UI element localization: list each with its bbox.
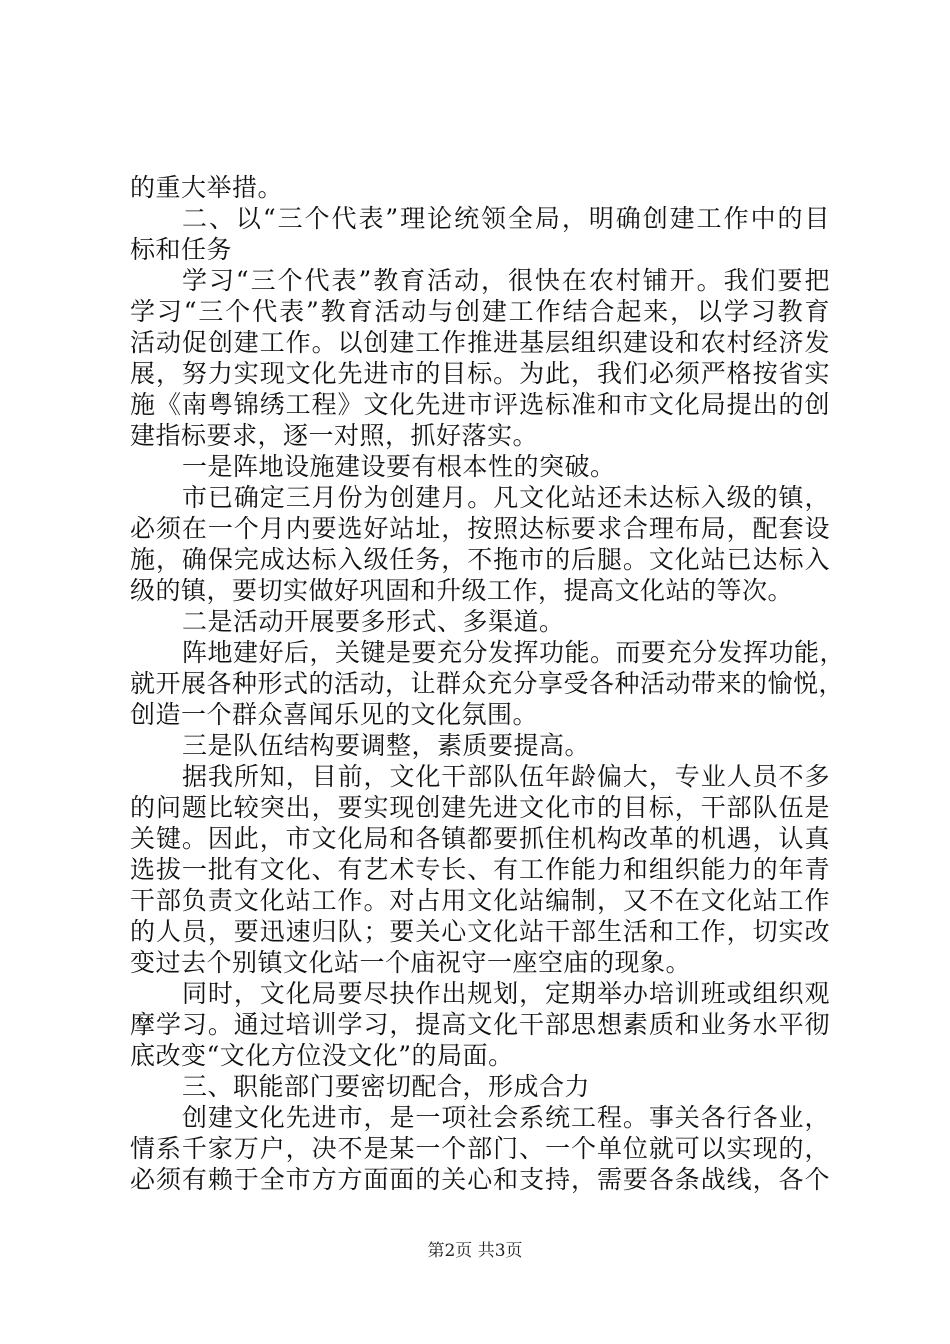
text-line: 创建文化先进市，是一项社会系统工程。事关各行各业， <box>182 1103 830 1132</box>
text-line: 级的镇，要切实做好巩固和升级工作，提高文化站的等次。 <box>130 576 794 605</box>
text-line: 据我所知，目前，文化干部队伍年龄偏大，专业人员不多 <box>182 762 830 791</box>
text-line: 创造一个群众喜闻乐见的文化氛围。 <box>130 700 539 729</box>
text-line: 建指标要求，逐一对照，抓好落实。 <box>130 421 539 450</box>
text-line: 施，确保完成达标入级任务，不拖市的后腿。文化站已达标入 <box>130 545 830 574</box>
text-line: 施《南粤锦绣工程》文化先进市评选标准和市文化局提出的创 <box>130 390 830 419</box>
text-line: 同时，文化局要尽抉作出规划，定期举办培训班或组织观 <box>182 979 830 1008</box>
text-line: 标和任务 <box>130 235 233 264</box>
text-line: 底改变“文化方位没文化”的局面。 <box>130 1041 514 1070</box>
text-line: 摩学习。通过培训学习，提高文化干部思想素质和业务水平彻 <box>130 1010 830 1039</box>
page-footer: 第2页 共3页 <box>427 1241 523 1261</box>
text-line: 市已确定三月份为创建月。凡文化站还未达标入级的镇， <box>182 483 830 512</box>
text-line: 学习“三个代表”教育活动，很快在农村铺开。我们要把 <box>182 266 830 295</box>
text-line: 活动促创建工作。以创建工作推进基层组织建设和农村经济发 <box>130 328 830 357</box>
text-line: 三是队伍结构要调整，素质要提高。 <box>182 731 591 760</box>
text-line: 干部负责文化站工作。对占用文化站编制，又不在文化站工作 <box>130 886 830 915</box>
body-text <box>130 172 846 1195</box>
text-line: 三、职能部门要密切配合，形成合力 <box>182 1072 591 1101</box>
text-line: 的重大举措。 <box>130 173 284 202</box>
text-line: 关键。因此，市文化局和各镇都要抓住机构改革的机遇，认真 <box>130 824 830 853</box>
text-line: 就开展各种形式的活动，让群众充分享受各种活动带来的愉悦， <box>130 669 845 698</box>
text-line: 二是活动开展要多形式、多渠道。 <box>182 607 565 636</box>
text-line: 必须有赖于全市方方面面的关心和支持，需要各条战线，各个 <box>130 1165 830 1194</box>
text-line: 选拔一批有文化、有艺术专长、有工作能力和组织能力的年青 <box>130 855 830 884</box>
text-line: 学习“三个代表”教育活动与创建工作结合起来，以学习教育 <box>130 297 830 326</box>
text-line: 展，努力实现文化先进市的目标。为此，我们必须严格按省实 <box>130 359 830 388</box>
text-line: 二、以“三个代表”理论统领全局，明确创建工作中的目 <box>182 204 830 233</box>
text-line: 情系千家万户，决不是某一个部门、一个单位就可以实现的， <box>130 1134 830 1163</box>
text-line: 一是阵地设施建设要有根本性的突破。 <box>182 452 616 481</box>
text-line: 阵地建好后，关键是要充分发挥功能。而要充分发挥功能， <box>182 638 846 667</box>
text-line: 的问题比较突出，要实现创建先进文化市的目标，干部队伍是 <box>130 793 830 822</box>
text-line: 的人员，要迅速归队；要关心文化站干部生活和工作，切实改 <box>130 917 830 946</box>
text-line: 必须在一个月内要选好站址，按照达标要求合理布局，配套设 <box>130 514 830 543</box>
text-line: 变过去个别镇文化站一个庙祝守一座空庙的现象。 <box>130 948 692 977</box>
